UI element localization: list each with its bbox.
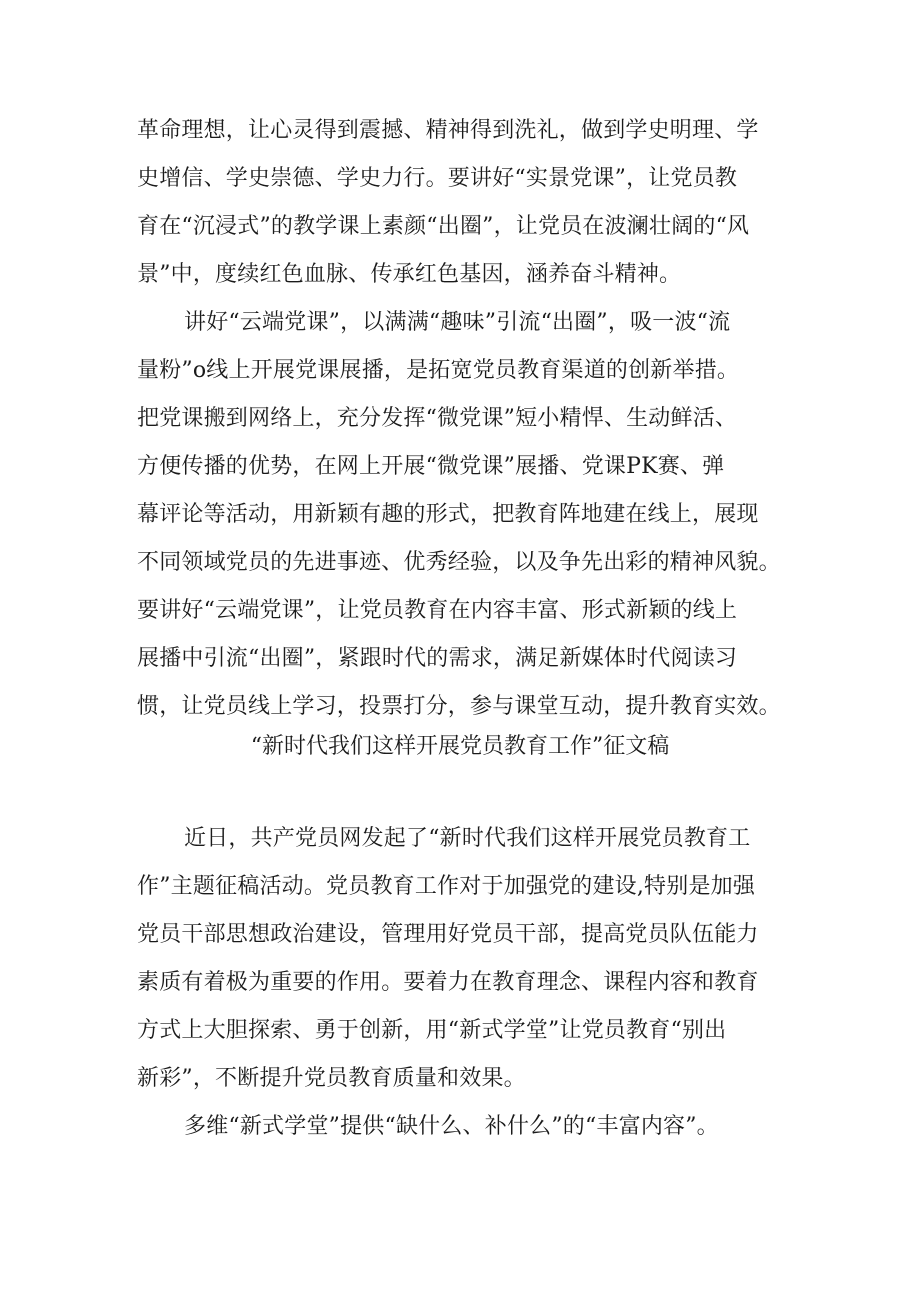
paragraph-3-line-1: 近日，共产党员网发起了“新时代我们这样开展党员教育工 — [184, 826, 751, 851]
paragraph-3-line-3: 党员干部思想政治建设，管理用好党员干部，提高党员队伍能力 — [137, 922, 759, 947]
paragraph-3-line-2: 作”主题征稿活动。党员教育工作对于加强党的建设,特别是加强 — [137, 874, 756, 899]
paragraph-2-line-2: 量粉”o线上开展党课展播，是拓宽党员教育渠道的创新举措。 — [137, 358, 740, 383]
paragraph-2-line-4: 方便传播的优势，在网上开展“微党课”展播、党课PK赛、弹 — [137, 454, 725, 479]
paragraph-2-line-6: 不同领域党员的先进事迹、优秀经验，以及争先出彩的精神风貌。 — [137, 550, 781, 575]
paragraph-1-line-2: 史增信、学史崇德、学史力行。要讲好“实景党课”，让党员教 — [137, 166, 738, 191]
paragraph-3-line-4: 素质有着极为重要的作用。要着力在教育理念、课程内容和教育 — [137, 970, 759, 995]
paragraph-1-line-1: 革命理想，让心灵得到震撼、精神得到洗礼，做到学史明理、学 — [137, 118, 759, 143]
paragraph-2-line-5: 幕评论等活动，用新颖有趣的形式，把教育阵地建在线上，展现 — [137, 502, 759, 527]
paragraph-1-line-4: 景”中，度续红色血脉、传承红色基因，涵养奋斗精神。 — [137, 262, 682, 287]
paragraph-2-line-9: 惯，让党员线上学习，投票打分，参与课堂互动，提升教育实效。 — [137, 694, 781, 719]
paragraph-3-line-5: 方式上大胆探索、勇于创新，用“新式学堂”让党员教育“别出 — [137, 1018, 727, 1043]
paragraph-2-line-8: 展播中引流“出圈”，紧跟时代的需求，满足新媒体时代阅读习 — [137, 646, 738, 671]
paragraph-2-line-3: 把党课搬到网络上，充分发挥“微党课”短小精悍、生动鲜活、 — [137, 406, 738, 431]
paragraph-2-line-1: 讲好“云端党课”，以满满“趣味”引流“出圈”，吸一波“流 — [184, 310, 731, 335]
paragraph-2-line-7: 要讲好“云端党课”，让党员教育在内容丰富、形式新颖的线上 — [137, 598, 738, 623]
paragraph-1-line-3: 育在“沉浸式”的教学课上素颜“出圈”，让党员在波澜壮阔的“风 — [137, 214, 750, 239]
paragraph-3-line-6: 新彩”，不断提升党员教育质量和效果。 — [137, 1066, 526, 1091]
paragraph-4-line-1: 多维“新式学堂”提供“缺什么、补什么”的“丰富内容”。 — [184, 1114, 719, 1139]
article-title: “新时代我们这样开展党员教育工作”征文稿 — [250, 734, 670, 759]
